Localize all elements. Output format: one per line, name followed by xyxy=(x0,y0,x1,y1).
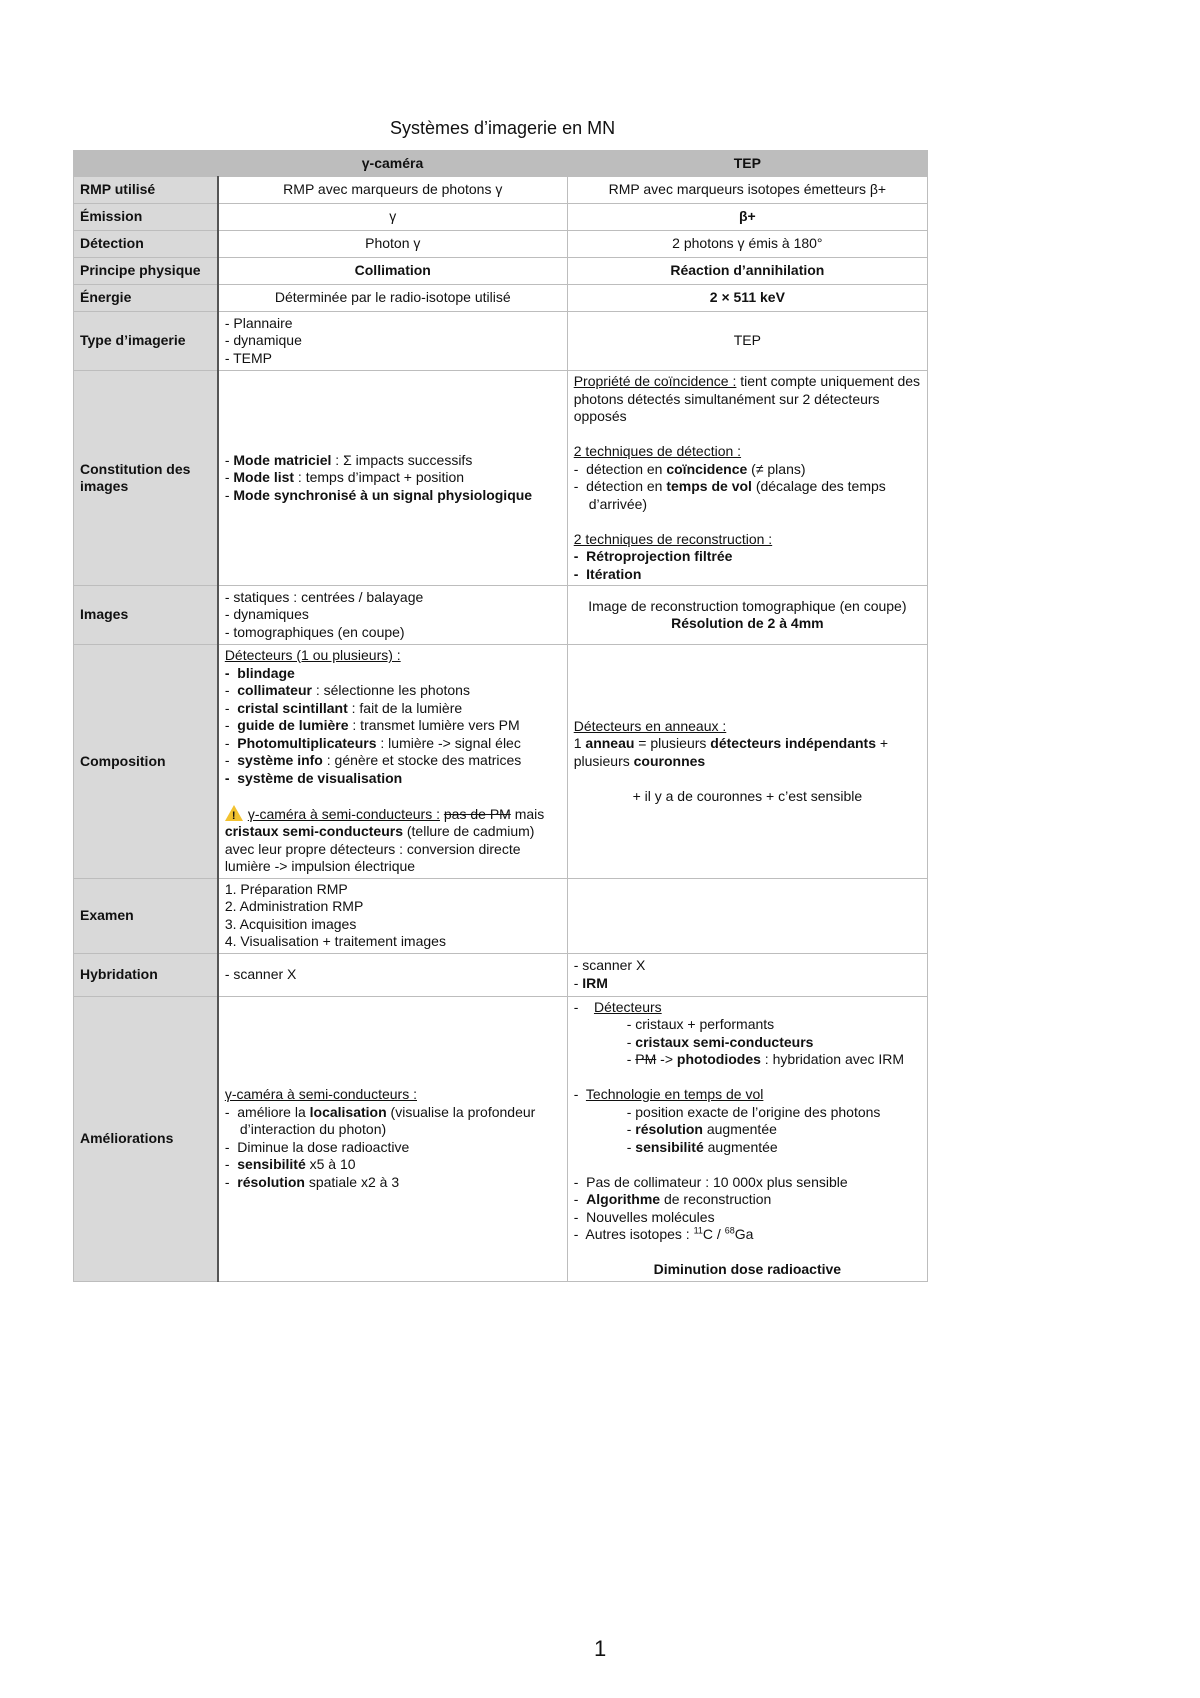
list-item: - Pas de collimateur : 10 000x plus sensible xyxy=(573,1173,848,1190)
cell-hybridation-gamma: - scanner X xyxy=(218,953,567,996)
row-header-ameliorations: Améliorations xyxy=(74,996,218,1281)
list-item: - Photomultiplicateurs : lumière -> signal élec xyxy=(224,734,521,751)
cell-emission-gamma: γ xyxy=(218,204,567,231)
sensitivity-note: + il y a de couronnes + c’est sensible xyxy=(632,787,863,804)
warning-icon xyxy=(225,805,243,821)
row-header-energie: Énergie xyxy=(74,285,218,312)
table-header-row xyxy=(74,151,928,177)
cell-rmp-gamma: RMP avec marqueurs de photons γ xyxy=(218,177,567,204)
list-item: 3. Acquisition images xyxy=(224,915,357,932)
cell-composition-tep: Détecteurs en anneaux : 1 anneau = plusieurs détecteurs indépendants + plusieurs couronnes + il y a de couronnes + c’est sensible xyxy=(567,645,927,879)
header-blank-cell xyxy=(74,151,218,177)
cell-principe-gamma: Collimation xyxy=(218,258,567,285)
list-item: - cristal scintillant : fait de la lumière xyxy=(224,699,463,716)
list-item: - détection en temps de vol (décalage des temps d’arrivée) xyxy=(573,478,886,512)
cell-type-tep: TEP xyxy=(567,312,927,371)
row-header-detection: Détection xyxy=(74,231,218,258)
cell-emission-tep: β+ xyxy=(567,204,927,231)
table-row xyxy=(74,878,928,953)
table-row xyxy=(74,371,928,586)
list-item: - IRM xyxy=(573,974,608,991)
cell-constitution-gamma xyxy=(218,371,567,586)
row-header-constitution: Constitution des images xyxy=(74,371,218,586)
cell-detection-tep: 2 photons γ émis à 180° xyxy=(567,231,927,258)
cell-principe-tep: Réaction d’annihilation xyxy=(567,258,927,285)
detectors-label: Détecteurs (1 ou plusieurs) : xyxy=(224,647,401,663)
comparison-table xyxy=(73,150,928,1282)
list-item: - TEMP xyxy=(224,349,273,366)
reconstruction-techniques-label: 2 techniques de reconstruction : xyxy=(573,530,773,547)
list-item: - scanner X xyxy=(573,957,646,973)
cell-type-gamma xyxy=(218,312,567,371)
row-header-emission: Émission xyxy=(74,204,218,231)
table-row xyxy=(74,177,928,204)
list-item: - résolution augmentée xyxy=(626,1121,777,1137)
table-row xyxy=(74,285,928,312)
column-header-tep: TEP xyxy=(567,151,927,177)
list-item: - Mode list : temps d’impact + position xyxy=(224,469,465,486)
cell-images-tep: Image de reconstruction tomographique (en coupe) Résolution de 2 à 4mm xyxy=(567,586,927,645)
ring-detectors-label: Détecteurs en anneaux : xyxy=(573,717,727,734)
list-item: - Nouvelles molécules xyxy=(573,1208,715,1225)
row-header-composition: Composition xyxy=(74,645,218,879)
list-item: 1. Préparation RMP xyxy=(224,880,348,897)
row-header-examen: Examen xyxy=(74,878,218,953)
table-row xyxy=(74,645,928,879)
list-item: - détection en coïncidence (≠ plans) xyxy=(573,460,806,477)
semi-conductor-note: !γ-caméra à semi-conducteurs : pas de PM mais cristaux semi-conducteurs (tellure de cadmium) avec leur propre détecteurs : conversion directe lumière -> impulsion électrique xyxy=(225,805,561,876)
document-title: Systèmes d’imagerie en MN xyxy=(390,118,616,138)
list-item: - tomographiques (en coupe) xyxy=(224,623,405,640)
list-item: - Algorithme de reconstruction xyxy=(573,1191,772,1207)
time-of-flight-heading: - Technologie en temps de vol xyxy=(573,1086,764,1102)
list-item: - cristaux + performants xyxy=(626,1016,775,1032)
list-item: - Mode synchronisé à un signal physiologique xyxy=(224,486,533,503)
detection-techniques-label: 2 techniques de détection : xyxy=(573,443,742,459)
list-item: - Rétroprojection filtrée xyxy=(573,548,733,564)
table-row xyxy=(74,231,928,258)
cell-examen-gamma xyxy=(218,878,567,953)
list-item: - sensibilité augmentée xyxy=(626,1138,778,1155)
table-row xyxy=(74,586,928,645)
list-item: 2. Administration RMP xyxy=(224,898,364,914)
column-header-gamma-camera: γ-caméra xyxy=(218,151,567,177)
cell-rmp-tep: RMP avec marqueurs isotopes émetteurs β+ xyxy=(567,177,927,204)
table-row xyxy=(74,312,928,371)
cell-ameliorations-gamma xyxy=(218,996,567,1281)
list-item: - système info : génère et stocke des matrices xyxy=(224,752,522,768)
row-header-hybridation: Hybridation xyxy=(74,953,218,996)
table-row xyxy=(74,204,928,231)
list-item: - position exacte de l’origine des photons xyxy=(626,1103,881,1120)
row-header-rmp: RMP utilisé xyxy=(74,177,218,204)
cell-hybridation-tep xyxy=(567,953,927,996)
cell-images-gamma xyxy=(218,586,567,645)
cell-energie-gamma: Déterminée par le radio-isotope utilisé xyxy=(218,285,567,312)
row-header-type: Type d’imagerie xyxy=(74,312,218,371)
table-row xyxy=(74,258,928,285)
list-item: - résolution spatiale x2 à 3 xyxy=(224,1173,400,1190)
row-header-images: Images xyxy=(74,586,218,645)
list-item: - cristaux semi-conducteurs xyxy=(626,1033,814,1050)
list-item: - blindage xyxy=(224,664,295,681)
list-item: - statiques : centrées / balayage xyxy=(224,588,424,605)
cell-composition-gamma xyxy=(218,645,567,879)
cell-constitution-tep xyxy=(567,371,927,586)
list-item: - améliore la localisation (visualise la profondeur d’interaction du photon) xyxy=(224,1103,536,1137)
list-item: - Autres isotopes : $^{11}$C / $^{68}$Ga xyxy=(573,1225,754,1242)
final-note: Diminution dose radioactive xyxy=(653,1261,842,1277)
table-row xyxy=(74,996,928,1281)
cell-examen-tep xyxy=(567,878,927,953)
list-item: - Diminue la dose radioactive xyxy=(224,1138,410,1155)
table-row xyxy=(74,953,928,996)
list-item: - système de visualisation xyxy=(224,769,403,786)
list-item: - PM -> photodiodes : hybridation avec IRM xyxy=(626,1051,905,1067)
list-item: - Mode matriciel : Σ impacts successifs xyxy=(224,451,473,468)
list-item: - guide de lumière : transmet lumière vers PM xyxy=(224,717,520,733)
row-header-principe: Principe physique xyxy=(74,258,218,285)
list-item: - Plannaire xyxy=(224,314,293,331)
cell-ameliorations-tep xyxy=(567,996,927,1281)
list-item: - dynamiques xyxy=(224,606,309,623)
list-item: 4. Visualisation + traitement images xyxy=(224,933,446,949)
list-item: - sensibilité x5 à 10 xyxy=(224,1156,356,1172)
detectors-heading: - Détecteurs xyxy=(573,998,662,1015)
page-number: 1 xyxy=(594,1636,607,1661)
list-item: - dynamique xyxy=(224,332,302,349)
semi-conductor-label: γ-caméra à semi-conducteurs : xyxy=(224,1086,417,1102)
list-item: - Itération xyxy=(573,565,642,582)
cell-detection-gamma: Photon γ xyxy=(218,231,567,258)
cell-energie-tep: 2 × 511 keV xyxy=(567,285,927,312)
list-item: - collimateur : sélectionne les photons xyxy=(224,682,470,698)
coincidence-paragraph: Propriété de coïncidence : tient compte uniquement des photons détectés simultanément sur 2 détecteurs opposés xyxy=(573,373,921,424)
